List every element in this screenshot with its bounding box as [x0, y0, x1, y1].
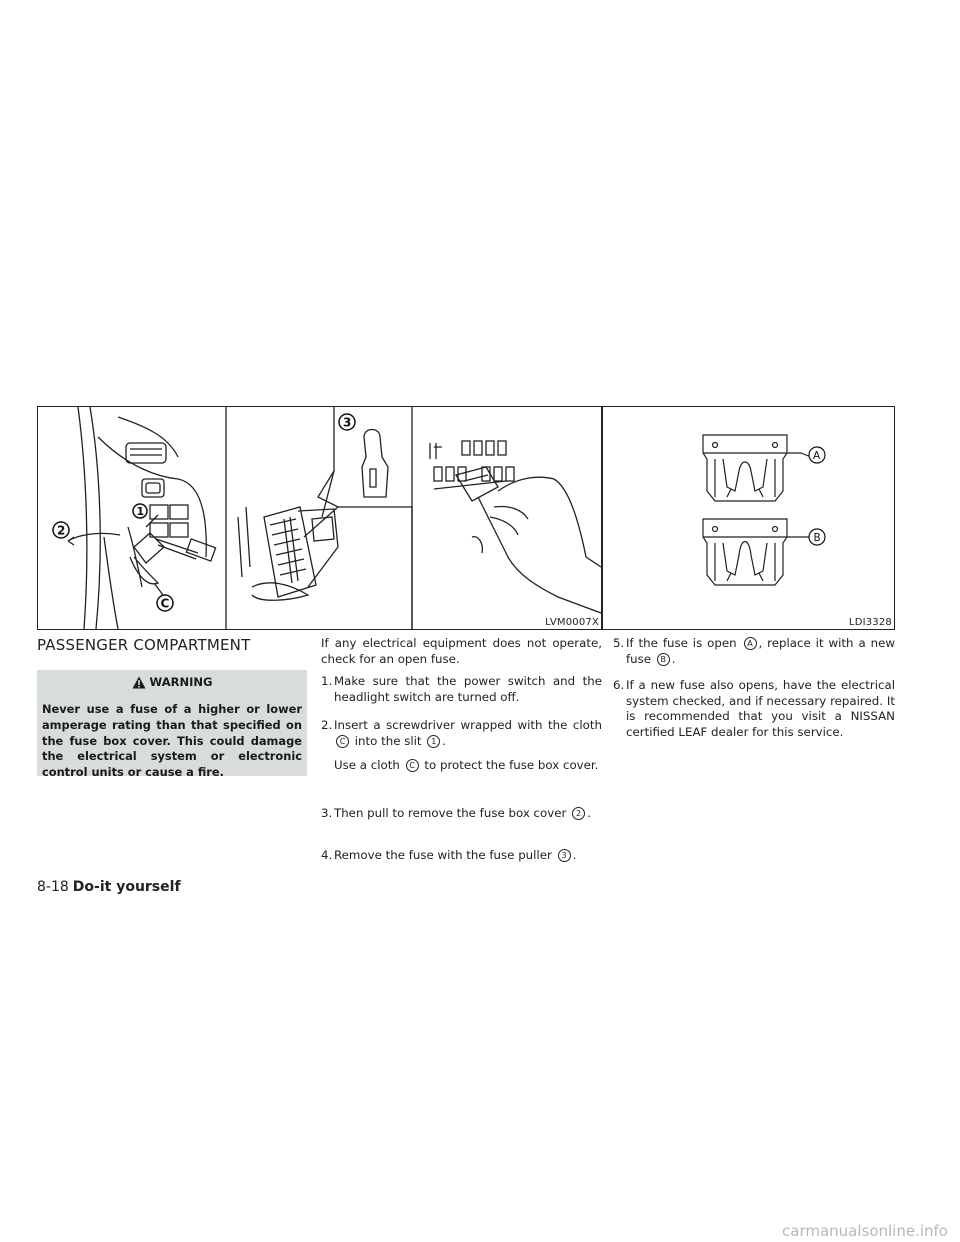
figure-code: LVM0007X: [545, 617, 599, 628]
step-number: 6.: [613, 678, 625, 692]
callout-c: C: [160, 596, 170, 611]
step-text-part: .: [442, 733, 447, 748]
intro-text: If any electrical equipment does not operate, check for an open fuse.: [321, 636, 602, 666]
callout-a: A: [813, 450, 821, 462]
callout-2: 2: [57, 523, 66, 538]
ref-circle-2: 2: [572, 807, 585, 820]
page-footer: [37, 879, 181, 895]
fuse-removal-illustration: [38, 407, 601, 629]
figure-fuse-removal: [37, 406, 602, 630]
note-text-part: to protect the fuse box cover.: [424, 758, 599, 772]
note-text-part: Use a cloth: [334, 758, 400, 772]
step-text-part: Then pull to remove the fuse box cover: [334, 806, 567, 820]
step-text: [334, 848, 604, 864]
step-text: [334, 718, 602, 749]
page-number: 8-18: [37, 879, 69, 895]
step-text: Make sure that the power switch and the headlight switch are turned off.: [334, 674, 602, 704]
ref-circle-c: C: [336, 735, 349, 748]
step-number: 5.: [613, 636, 625, 650]
step-text-part: .: [671, 651, 676, 666]
step-text-part: Remove the fuse with the fuse puller: [334, 848, 552, 862]
step-text-part: Insert a screwdriver wrapped with the cloth: [334, 718, 602, 732]
warning-box: [37, 670, 307, 780]
fuse-comparison-illustration: [603, 407, 894, 629]
ref-circle-c: C: [406, 759, 419, 772]
step-2-note: [334, 758, 602, 774]
instructions-column-right: [613, 636, 896, 776]
warning-title: WARNING: [149, 675, 213, 689]
instructions-column-middle: [321, 636, 603, 876]
callout-1: 1: [136, 505, 145, 518]
step-number: 3.: [321, 806, 333, 820]
step-number: 1.: [321, 674, 333, 688]
ref-circle-a: A: [744, 637, 757, 650]
step-text: [334, 806, 602, 822]
step-text-part: , replace it with a new fuse: [626, 636, 895, 666]
warning-header: [37, 670, 307, 694]
step-text-part: into the slit: [354, 733, 422, 748]
step-text: [626, 636, 895, 667]
step-number: 2.: [321, 718, 333, 732]
figure-fuse-condition: [602, 406, 895, 630]
step-text-part: .: [587, 806, 591, 820]
warning-icon: [132, 676, 146, 689]
step-text-part: .: [572, 848, 577, 862]
ref-circle-1: 1: [427, 735, 440, 748]
ref-circle-3: 3: [558, 849, 571, 862]
watermark: carmanualsonline.info: [782, 1222, 948, 1240]
callout-b: B: [813, 532, 821, 544]
warning-text: Never use a fuse of a higher or lower amperage rating than that specified on the fuse box cover. This could damage the electrical system or electronic control units or cause a fire.: [42, 702, 302, 780]
step-number: 4.: [321, 848, 333, 862]
ref-circle-b: B: [657, 653, 670, 666]
callout-3: 3: [343, 415, 352, 430]
step-text-part: If the fuse is open: [626, 636, 737, 650]
figure-code: LDI3328: [848, 617, 892, 628]
step-text: If a new fuse also opens, have the electrical system checked, and if necessary repaired. It is recommended that you visit a NISSAN certified LEAF dealer for this service.: [626, 678, 895, 739]
chapter-name: Do-it yourself: [72, 879, 181, 895]
section-title: PASSENGER COMPARTMENT: [37, 636, 251, 654]
